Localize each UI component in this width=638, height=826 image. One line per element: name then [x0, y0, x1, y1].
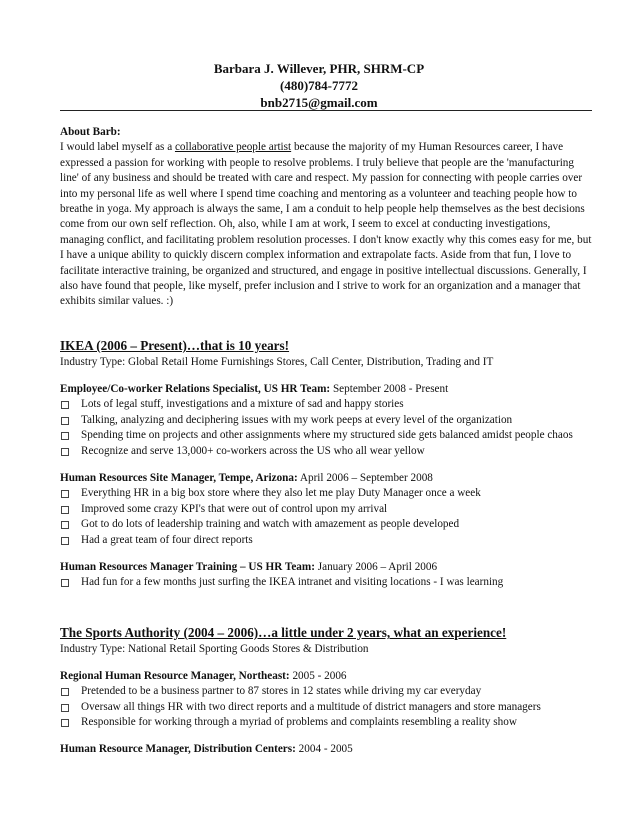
list-item — [60, 428, 592, 444]
resume-header — [0, 60, 638, 111]
list-item — [60, 700, 592, 716]
role-dates: 2005 - 2006 — [289, 669, 347, 682]
bullet-text: Had a great team of four direct reports — [81, 533, 253, 546]
role-title: Human Resource Manager, Distribution Centers: — [60, 742, 296, 755]
bullet-box-icon — [61, 417, 69, 425]
bullet-box-icon — [61, 448, 69, 456]
header-divider — [60, 110, 592, 111]
role-block — [60, 560, 592, 591]
bullet-text: Talking, analyzing and deciphering issues with my work peeps at every level of the organization — [81, 413, 513, 426]
bullet-text: Improved some crazy KPI's that were out of control upon my arrival — [81, 502, 388, 515]
role-dates: April 2006 – September 2008 — [297, 471, 433, 484]
list-item — [60, 684, 592, 700]
bullet-box-icon — [61, 719, 69, 727]
list-item — [60, 575, 592, 591]
role-heading — [60, 669, 592, 685]
bullet-box-icon — [61, 432, 69, 440]
bullet-box-icon — [61, 521, 69, 529]
candidate-name: Barbara J. Willever, PHR, SHRM-CP — [213, 61, 425, 76]
role-block — [60, 742, 592, 758]
about-heading: About Barb: — [60, 126, 121, 138]
about-section — [60, 125, 592, 310]
list-item — [60, 444, 592, 460]
role-title: Human Resources Site Manager, Tempe, Arizona: — [60, 471, 298, 484]
bullet-list — [60, 684, 592, 731]
bullet-text: Spending time on projects and other assignments where my structured side gets balanced amidst people chaos — [81, 429, 573, 442]
bullet-text: Oversaw all things HR with two direct reports and a multitude of district managers and store managers — [81, 700, 541, 713]
bullet-box-icon — [61, 537, 69, 545]
bullet-text: Pretended to be a business partner to 87 stores in 12 states while driving my car everyday — [81, 685, 482, 698]
role-title: Regional Human Resource Manager, Northeast: — [60, 669, 290, 682]
list-item — [60, 413, 592, 429]
list-item — [60, 397, 592, 413]
about-paragraph — [60, 140, 592, 309]
list-item — [60, 533, 592, 549]
job-section-ikea — [60, 337, 592, 591]
company-heading: IKEA (2006 – Present)…that is 10 years! — [60, 338, 290, 353]
role-heading — [60, 471, 592, 487]
bullet-text: Recognize and serve 13,000+ co-workers across the US who all wear yellow — [81, 444, 425, 457]
about-intro-rest: because the majority of my Human Resources career, I have expressed a passion for working with people to resolve problems. I truly believe that people are the 'manufacturing line' of any business and should be treated with care and respect. My passion for connecting with people carries over into my personal life as well where I spend time coaching and mentoring as a volunteer and teaching people how to breathe in yoga. My approach is always the same, I am a conduit to help people help themselves as the best decisions come from our own self reflection. Oh, also, while I am at work, I seem to excel at conducting investigations, managing conflict, and facilitating problem resolution processes. I don't know exactly why this comes easy for me, but I have a unique ability to quickly discern complex information and extrapolate facts. Aside from that fun, I love to facilitate interactive training, be organized and structured, and engage in positive intellectual discussions. Generally, I also have found that people, like myself, prefer inclusion and I strive to work for an organization and a manager that exhibits similar values. :) — [60, 141, 592, 308]
bullet-text: Everything HR in a big box store where they also let me play Duty Manager once a week — [81, 487, 481, 500]
bullet-box-icon — [61, 704, 69, 712]
list-item — [60, 715, 592, 731]
bullet-list — [60, 486, 592, 548]
role-title: Employee/Co-worker Relations Specialist, US HR Team: — [60, 382, 331, 395]
role-block — [60, 471, 592, 549]
role-heading — [60, 560, 592, 576]
bullet-text: Had fun for a few months just surfing the IKEA intranet and visiting locations - I was learning — [81, 576, 504, 589]
role-heading — [60, 742, 592, 758]
list-item — [60, 502, 592, 518]
list-item — [60, 517, 592, 533]
bullet-text: Got to do lots of leadership training and watch with amazement as people developed — [81, 518, 460, 531]
about-intro-start: I would label myself as a — [60, 141, 175, 154]
role-heading — [60, 382, 592, 398]
company-heading: The Sports Authority (2004 – 2006)…a little under 2 years, what an experience! — [60, 625, 507, 640]
role-dates: 2004 - 2005 — [295, 742, 353, 755]
candidate-email: bnb2715@gmail.com — [260, 95, 378, 110]
role-title: Human Resources Manager Training – US HR Team: — [60, 560, 315, 573]
role-dates: September 2008 - Present — [330, 382, 449, 395]
job-section-sports-authority — [60, 624, 592, 758]
industry-type: Industry Type: National Retail Sporting Goods Stores & Distribution — [60, 643, 369, 655]
bullet-text: Lots of legal stuff, investigations and a mixture of sad and happy stories — [81, 398, 404, 411]
role-block — [60, 669, 592, 731]
bullet-list — [60, 397, 592, 459]
about-intro-underlined: collaborative people artist — [174, 141, 292, 154]
bullet-box-icon — [61, 490, 69, 498]
bullet-box-icon — [61, 579, 69, 587]
list-item — [60, 486, 592, 502]
bullet-text: Responsible for working through a myriad of problems and complaints resembling a reality show — [81, 716, 517, 729]
bullet-box-icon — [61, 506, 69, 514]
role-dates: January 2006 – April 2006 — [314, 560, 438, 573]
role-block — [60, 382, 592, 460]
bullet-box-icon — [61, 688, 69, 696]
candidate-phone: (480)784-7772 — [280, 78, 358, 93]
bullet-list — [60, 575, 592, 591]
bullet-box-icon — [61, 401, 69, 409]
industry-type: Industry Type: Global Retail Home Furnishings Stores, Call Center, Distribution, Trading and IT — [60, 356, 494, 368]
